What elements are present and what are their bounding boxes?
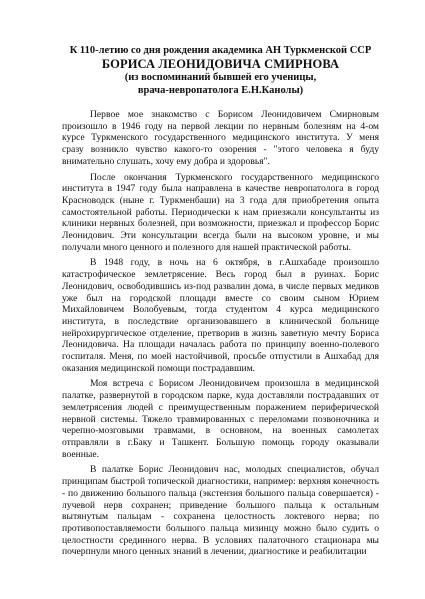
paragraph: В палатке Борис Леонидович нас, молодых специалистов, обучал принципам быстрой топической диагностики, например: верхняя конечность - по движению большого пальца (экстензия большого пальца совершается) - лучевой нерв сохранен; приведение большого пальца к остальным вытянутым пальцам - сохранена целостность локтевого нерва; по противопоставляемости большого пальца мизинцу можно было судить о целостности срединного нерва. В условиях палаточного стационара мы почерпнули много ценных знаний в лечении, диагностике и реабилитации <box>62 464 379 558</box>
paragraph: Первое мое знакомство с Борисом Леонидовичем Смирновым произошло в 1946 году на первой лекции по нервным болезням на 4-ом курсе Туркменского государственного медицинского института. У меня сразу возникло чувство какого-то озорения - "этого человека я буду внимательно слушать, хочу ему добра и здоровья". <box>62 109 379 167</box>
article-body <box>62 109 379 558</box>
author-line: врача-невропатолога Е.Н.Канолы) <box>137 85 304 96</box>
subtitle-line: (из воспоминаний бывшей его ученицы, <box>124 72 317 83</box>
paragraph: В 1948 году, в ночь на 6 октября, в г.Ашхабаде произошло катастрофическое землетрясение. Весь город был в руинах. Борис Леонидович, освободившись из-под развалин дома, в числе первых медиков уже был на городской площади вместе со своим сыном Юрием Михайловичем Волобуевым, тогда студентом 4 курса медицинского института, в последствие организовавшего в клинической больнице нейрохирургическое отделение, претворив в жизнь заветную мечту Бориса Леонидовича. На площади началась работа по принципу военно-полевого госпиталя. Меня, по моей настойчивой, просьбе отпустили в Ашхабад для оказания медицинской помощи пострадавшим. <box>62 257 379 374</box>
person-name: БОРИСА ЛЕОНИДОВИЧА СМИРНОВА <box>101 57 340 71</box>
anniversary-line: К 110-летию со дня рождения академика АН Туркменской ССР <box>69 45 372 56</box>
paragraph: После окончания Туркменского государственного медицинского института в 1947 году была направлена в качестве невропатолога в город Красноводск (ныне г. Туркменбаши) на 3 года для приобретения опыта самостоятельной работы. Периодически к нам приезжали консультанты из клиники нервных болезней, при возможности, приезжал и профессор Борис Леонидович. Эти консультации всегда были на высоком уровне, и мы получали много ценного и полезного для нашей практической работы. <box>62 171 379 253</box>
paragraph: Моя встреча с Борисом Леонидовичем произошла в медицинской палатке, развернутой в городском парке, куда доставляли пострадавших от землетрясения людей с преимущественным поражением периферической нервной системы. Тяжело травмированных с переломами позвоночника и черепно-мозговыми травмами, в основном, на военных самолетах отправляли в г.Баку и Ташкент. Большую помощь городу оказывали военные. <box>62 378 379 460</box>
title-block <box>62 44 379 97</box>
